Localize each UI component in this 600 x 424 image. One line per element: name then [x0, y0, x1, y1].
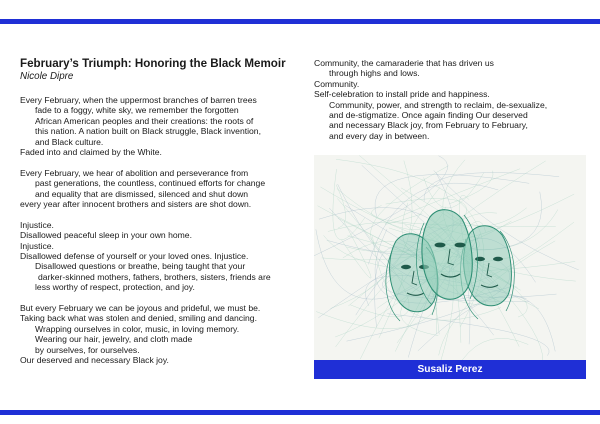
poem-line: Injustice.: [20, 240, 54, 251]
stanza-break: [20, 157, 302, 167]
pencil-stroke: [424, 173, 559, 202]
poem-line: and de-stigmatize. Once again finding Our deserved: [329, 110, 528, 121]
poem-line: by ourselves, for ourselves.: [35, 344, 140, 355]
poem-line: this nation. A nation built on Black struggle, Black invention,: [35, 126, 261, 137]
poem-line: Every February, we hear of abolition and perseverance from: [20, 167, 249, 178]
poem-author: Nicole Dipre: [20, 71, 74, 82]
stanza-break: [20, 209, 302, 219]
top-border-rule: [0, 19, 600, 24]
poem-line: less worthy of respect, protection, and joy.: [35, 282, 195, 293]
poem-line: and every day in between.: [329, 130, 430, 141]
poem-line: and necessary Black joy, from February to February,: [329, 120, 528, 131]
poem-line: Wrapping ourselves in color, music, in loving memory.: [35, 323, 240, 334]
poem-line: and equality that are dismissed, silenced and shut down: [35, 188, 249, 199]
poem-line: past generations, the countless, continued efforts for change: [35, 178, 266, 189]
poem-line: Taking back what was stolen and denied, smiling and dancing.: [20, 313, 257, 324]
pencil-stroke: [462, 338, 528, 360]
poem-line: Disallowed defense of yourself or your loved ones. Injustice.: [20, 251, 249, 262]
poem-line: Wearing our hair, jewelry, and cloth made: [35, 334, 193, 345]
poem-left-column: [20, 57, 302, 366]
poem-line: and Black culture.: [35, 136, 104, 147]
poem-line: through highs and lows.: [329, 68, 420, 79]
poem-right-column: [314, 58, 584, 141]
poem-line: Disallowed questions or breathe, being taught that your: [35, 261, 246, 272]
artwork-caption: Susaliz Perez: [314, 360, 586, 379]
poem-line: fade to a foggy, white sky, we remember the forgotten: [35, 105, 239, 116]
pencil-stroke: [342, 223, 371, 278]
poem-line: Disallowed peaceful sleep in your own home.: [20, 230, 192, 241]
poem-line: African American peoples and their creations: the roots of: [35, 115, 254, 126]
three-faces-illustration: [314, 155, 586, 362]
poem-line: Our deserved and necessary Black joy.: [20, 355, 169, 366]
poem-line: Community.: [314, 78, 360, 89]
poem-line: Faded into and claimed by the White.: [20, 147, 162, 158]
poem-lines-left: [20, 95, 302, 366]
poem-title: February’s Triumph: Honoring the Black Memoir: [20, 57, 286, 70]
poem-line: darker-skinned mothers, fathers, brothers, sisters, friends are: [38, 271, 271, 282]
poem-line: Self-celebration to install pride and happiness.: [314, 89, 490, 100]
poem-line: Community, the camaraderie that has driven us: [314, 58, 494, 68]
poem-line: Community, power, and strength to reclaim, de-sexualize,: [329, 99, 548, 110]
stanza-break: [20, 293, 302, 303]
poem-line: Injustice.: [20, 219, 54, 230]
poem-line: But every February we can be joyous and prideful, we must be.: [20, 303, 261, 314]
pencil-stroke: [388, 314, 550, 356]
poem-line: every year after innocent brothers and sisters are shot down.: [20, 199, 252, 210]
poem-lines-right: [314, 58, 584, 141]
artwork-drawing: [314, 155, 586, 362]
poem-line: Every February, when the uppermost branches of barren trees: [20, 95, 257, 105]
bottom-border-rule: [0, 410, 600, 415]
